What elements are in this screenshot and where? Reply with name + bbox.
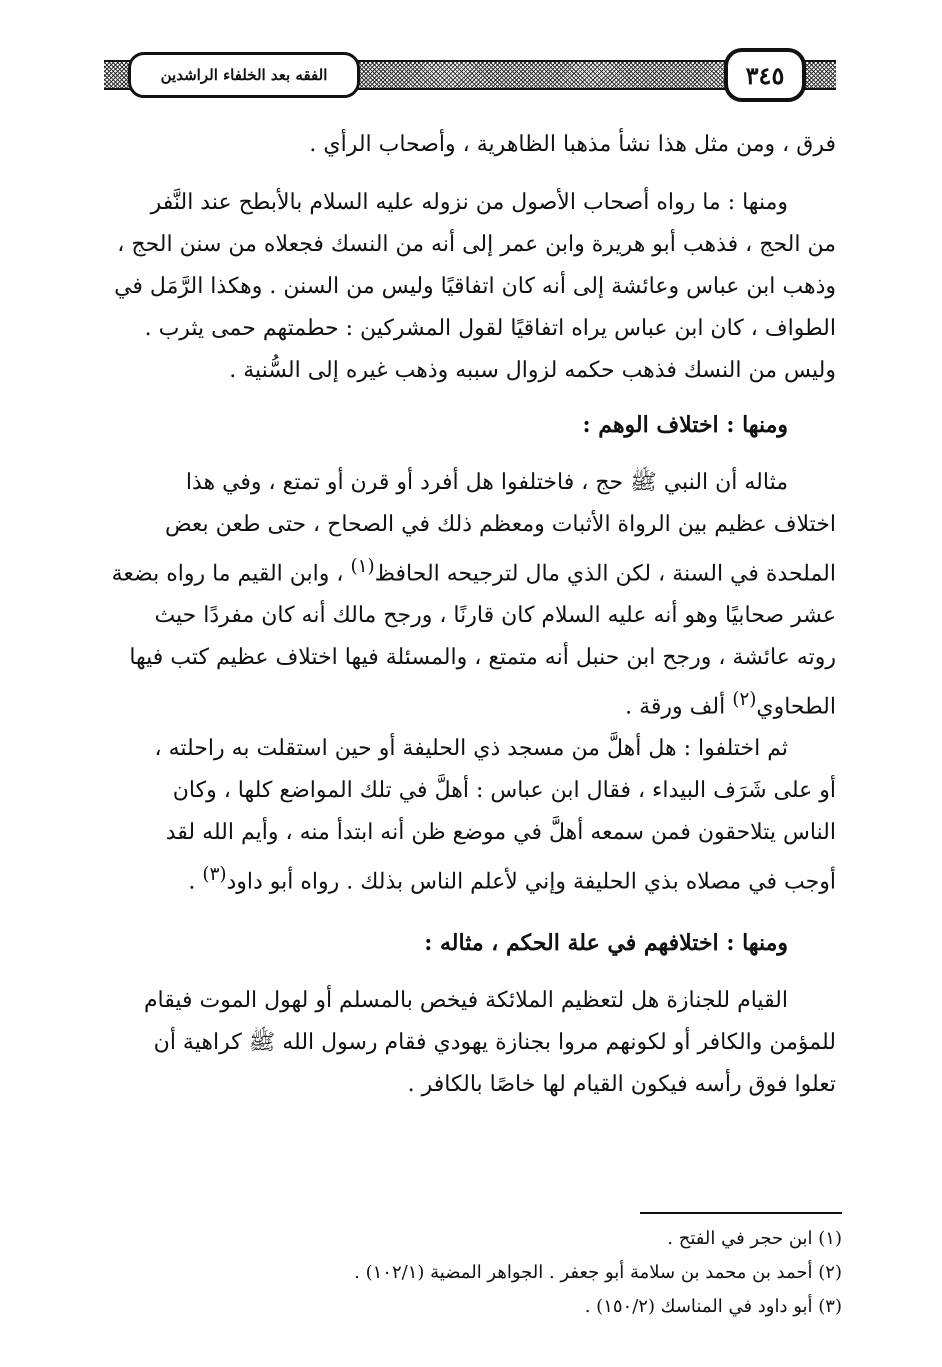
heading-illat-hukm: ومنها : اختلافهم في علة الحكم ، مثاله :: [424, 930, 788, 956]
footnote-ref: (١): [350, 556, 375, 577]
text-line: وليس من النسك فذهب حكمه لزوال سببه وذهب غيره إلى السُّنية .: [229, 358, 836, 383]
text-line: اختلاف عظيم بين الرواة الأثبات ومعظم ذلك في الصحاح ، حتى طعن بعض: [164, 512, 836, 537]
text-line: للمؤمن والكافر أو لكونهم مروا بجنازة يهودي فقام رسول الله ﷺ كراهية أن: [153, 1030, 836, 1055]
section-heading: [104, 404, 836, 446]
page-number: ٣٤٥: [724, 48, 806, 102]
text-line: ومنها : ما رواه أصحاب الأصول من نزوله عليه السلام بالأبطح عند النَّفر: [150, 190, 788, 215]
text-run: أوجب في مصلاه بذي الحليفة وإني لأعلم الناس بذلك . رواه أبو داود: [226, 869, 836, 895]
footnote-2: (٢) أحمد بن محمد بن سلامة أبو جعفر . الجواهر المضية (١٠٢/١) .: [354, 1262, 842, 1283]
page-header: [104, 44, 856, 108]
paragraph-ihlal: [104, 728, 836, 903]
paragraph-hajj: [104, 462, 836, 729]
text-line: فرق ، ومن مثل هذا نشأ مذهبا الظاهرية ، وأصحاب الرأي .: [309, 132, 836, 157]
text-run: .: [188, 869, 203, 895]
text-line: من الحج ، فذهب أبو هريرة وابن عمر إلى أنه من النسك فجعلاه من سنن الحج ،: [117, 232, 836, 257]
section-heading: [104, 922, 836, 964]
text-run: ألف ورقة .: [625, 694, 733, 720]
text-line: روته عائشة ، ورجح ابن حنبل أنه متمتع ، والمسئلة فيها اختلاف عظيم كتب فيها: [129, 645, 836, 671]
footnote-3: (٣) أبو داود في المناسك (١٥٠/٢) .: [584, 1296, 842, 1317]
text-run: الطحاوي: [756, 694, 836, 720]
paragraph-continuation: [104, 124, 836, 166]
text-line: أو على شَرَف البيداء ، فقال ابن عباس : أهلَّ في تلك المواضع كلها ، وكان: [172, 778, 836, 803]
text-line: مثاله أن النبي ﷺ حج ، فاختلفوا هل أفرد أو قرن أو تمتع ، وفي هذا: [185, 470, 788, 495]
text-line: تعلوا فوق رأسه فيكون القيام لها خاصًا بالكافر .: [407, 1072, 836, 1097]
text-line: الطواف ، كان ابن عباس يراه اتفاقيًا لقول المشركين : حطمتهم حمى يثرب .: [144, 316, 836, 341]
text-line: ثم اختلفوا : هل أهلَّ من مسجد ذي الحليفة أو حين استقلت به راحلته ،: [154, 736, 788, 761]
text-line: القيام للجنازة هل لتعظيم الملائكة فيخص بالمسلم أو لهول الموت فيقام: [143, 988, 788, 1013]
text-run: ، وابن القيم ما رواه بضعة: [111, 561, 351, 587]
footnote-1: (١) ابن حجر في الفتح .: [667, 1228, 842, 1249]
text-line: الناس يتلاحقون فمن سمعه أهلَّ في موضع ظن أنه ابتدأ منه ، وأيم الله لقد: [165, 820, 836, 845]
footnote-ref: (٣): [202, 864, 227, 885]
running-title: الفقه بعد الخلفاء الراشدين: [128, 52, 360, 98]
text-line: [104, 679, 836, 728]
text-line: [104, 854, 836, 903]
paragraph-abtah: [104, 182, 836, 392]
heading-ikhtilaf-wahm: ومنها : اختلاف الوهم :: [582, 412, 788, 438]
footnote-ref: (٢): [732, 689, 757, 711]
text-line: [104, 546, 836, 595]
text-line: عشر صحابيًا وهو أنه عليه السلام كان قارنًا ، ورجح مالك أنه كان مفردًا حيث: [154, 603, 836, 629]
text-run: الملحدة في السنة ، لكن الذي مال لترجيحه الحافظ: [374, 561, 836, 587]
text-line: وذهب ابن عباس وعائشة إلى أنه كان اتفاقيًا وليس من السنن . وهكذا الرَّمَل في: [114, 274, 836, 299]
footnote-separator: [640, 1212, 842, 1214]
footnotes: [300, 1222, 842, 1324]
paragraph-janaza: [104, 980, 836, 1106]
